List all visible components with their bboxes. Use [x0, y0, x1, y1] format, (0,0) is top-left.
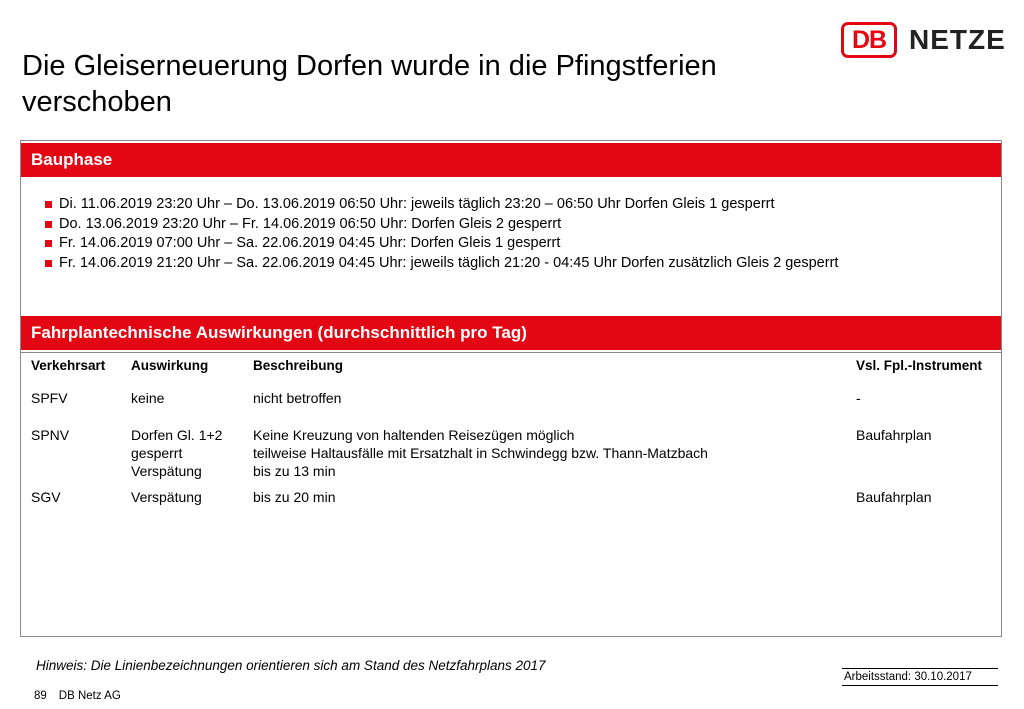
column-header-instrument: Vsl. Fpl.-Instrument — [856, 358, 983, 373]
db-logo-icon: DB — [841, 22, 897, 58]
column-header-verkehrsart: Verkehrsart — [31, 358, 106, 373]
table-cell-beschreibung: bis zu 13 min — [253, 463, 336, 479]
netze-label: NETZE — [909, 24, 1006, 55]
hint-note: Hinweis: Die Linienbezeichnungen orientieren sich am Stand des Netzfahrplans 2017 — [36, 658, 546, 673]
footer — [34, 690, 133, 702]
content-frame — [20, 140, 1002, 637]
page-title: Die Gleiserneuerung Dorfen wurde in die Pfingstferien verschoben — [22, 50, 717, 118]
bauphase-header: Bauphase — [21, 143, 1001, 177]
table-cell-verkehrsart: SPNV — [31, 427, 70, 443]
bullet-square-icon — [45, 260, 52, 267]
column-header-auswirkung: Auswirkung — [131, 358, 209, 373]
table-cell-auswirkung: gesperrt — [131, 445, 183, 461]
table-cell-verkehrsart: SPFV — [31, 390, 68, 406]
auswirkungen-header: Fahrplantechnische Auswirkungen (durchschnittlich pro Tag) — [21, 316, 1001, 350]
table-cell-beschreibung: bis zu 20 min — [253, 489, 336, 505]
table-cell-auswirkung: Verspätung — [131, 463, 202, 479]
table-cell-instrument: - — [856, 390, 861, 406]
company-name: DB Netz AG — [58, 690, 121, 702]
list-item-text: Di. 11.06.2019 23:20 Uhr – Do. 13.06.2019 06:50 Uhr: jeweils täglich 23:20 – 06:50 Uhr Dorfen Gleis 1 gesperrt — [59, 196, 775, 212]
column-header-beschreibung: Beschreibung — [253, 358, 344, 373]
table-cell-verkehrsart: SGV — [31, 489, 61, 505]
list-item — [45, 234, 838, 254]
arbeitsstand-label: Arbeitsstand: 30.10.2017 — [842, 668, 998, 686]
table-cell-instrument: Baufahrplan — [856, 427, 932, 443]
table-cell-auswirkung: Dorfen Gl. 1+2 — [131, 427, 223, 443]
bullet-square-icon — [45, 221, 52, 228]
table-cell-beschreibung: nicht betroffen — [253, 390, 342, 406]
bullet-square-icon — [45, 201, 52, 208]
table-cell-beschreibung: Keine Kreuzung von haltenden Reisezügen möglich — [253, 427, 575, 443]
list-item-text: Fr. 14.06.2019 21:20 Uhr – Sa. 22.06.2019 04:45 Uhr: jeweils täglich 21:20 - 04:45 Uhr Dorfen zusätzlich Gleis 2 gesperrt — [59, 254, 839, 271]
list-item-text: Fr. 14.06.2019 07:00 Uhr – Sa. 22.06.2019 04:45 Uhr: Dorfen Gleis 1 gesperrt — [59, 235, 561, 251]
list-item — [45, 254, 838, 274]
table-cell-instrument: Baufahrplan — [856, 489, 932, 505]
db-netze-logo — [841, 22, 1006, 58]
page-number: 89 — [34, 690, 47, 702]
table-divider — [21, 352, 1001, 353]
table-cell-auswirkung: Verspätung — [131, 489, 202, 505]
list-item — [45, 215, 838, 235]
bullet-square-icon — [45, 240, 52, 247]
list-item — [45, 195, 838, 215]
bauphase-list — [45, 195, 838, 273]
table-cell-beschreibung: teilweise Haltausfälle mit Ersatzhalt in Schwindegg bzw. Thann-Matzbach — [253, 445, 708, 461]
list-item-text: Do. 13.06.2019 23:20 Uhr – Fr. 14.06.2019 06:50 Uhr: Dorfen Gleis 2 gesperrt — [59, 215, 562, 232]
table-cell-auswirkung: keine — [131, 390, 165, 406]
